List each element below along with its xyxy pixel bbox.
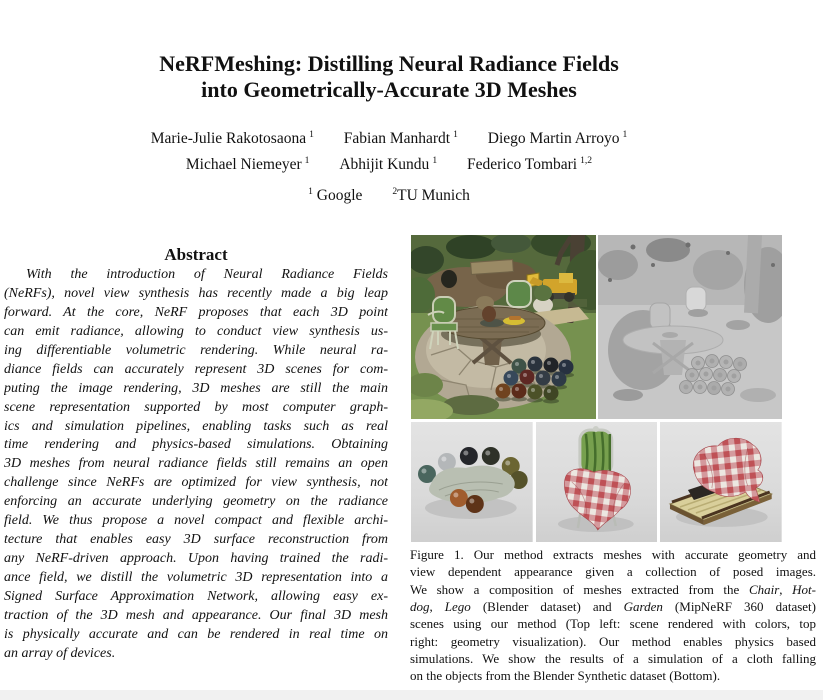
abstract-heading: Abstract — [164, 245, 228, 265]
abstract-line: puting the image rendering, 3D meshes are still the main — [4, 380, 388, 396]
figure-bottom-row — [411, 422, 782, 542]
author-name: Abhijit Kundu — [339, 156, 430, 174]
author — [339, 156, 437, 173]
author-list — [0, 124, 778, 176]
abstract-line: field. We thus propose a novel compact and flexible archi- — [4, 513, 388, 529]
caption-line: dog, Lego (Blender dataset) and Garden (MipNeRF 360 dataset) — [410, 599, 816, 615]
affil-sup: 2 — [392, 186, 398, 197]
abstract-line: time rendering and physics-based simulations. Obtaining — [4, 437, 388, 453]
affiliation-google — [308, 187, 362, 204]
paper-title-line-1: NeRFMeshing: Distilling Neural Radiance Fields — [159, 50, 619, 76]
abstract-line: scene representation supported by most computer graph- — [4, 399, 388, 415]
abstract-line: Signed Surface Approximation Network, allowing easy ex- — [4, 588, 388, 604]
window-bottom-strip — [0, 690, 823, 700]
author-affil-sup: 1 — [309, 129, 314, 140]
author — [151, 130, 314, 147]
author-name: Marie-Julie Rakotosaona — [150, 130, 307, 148]
abstract-line: ics and simulation pipelines, enabling tasks such as real — [4, 418, 388, 434]
paper-title-line-2: into Geometrically-Accurate 3D Meshes — [201, 76, 577, 102]
abstract-line: enforcing an accurate underlying geometry on the radiance — [4, 494, 388, 510]
abstract-line: tecture that enables easy 3D surface reconstruction from — [4, 532, 388, 548]
caption-line: on the objects from the Blender Synthetic dataset (Bottom). — [410, 668, 721, 684]
affiliations — [0, 186, 778, 205]
author — [467, 156, 592, 173]
hotdog-spheres-cloth-simulation-image — [411, 422, 533, 542]
abstract-line: (NeRFs), novel view synthesis has recently made a big leap — [4, 285, 388, 301]
abstract-line: any NeRF-driven approach. Upon having trained the radi- — [4, 551, 388, 567]
author-affil-sup: 1 — [622, 129, 628, 140]
lego-cloth-simulation-image — [660, 422, 782, 542]
chair-cloth-simulation-image — [536, 422, 658, 542]
author-affil-sup: 1 — [432, 155, 438, 167]
garden-geometry-render-image — [598, 235, 782, 419]
abstract-line: traction of the 3D mesh and appearance. Our final 3D mesh — [4, 607, 388, 623]
abstract-line: challenge since NeRFs are optimized for view synthesis, not — [4, 475, 388, 491]
author-name: Michael Niemeyer — [185, 156, 302, 174]
caption-line: We show a composition of meshes extracted from the Chair, Hot- — [410, 581, 816, 597]
abstract-text — [4, 266, 388, 664]
author-row-2 — [0, 150, 778, 176]
figure-caption — [410, 546, 816, 685]
author — [488, 130, 628, 147]
caption-line: view dependent appearance given a collection of posed images. — [410, 564, 816, 580]
abstract-line: ing differentiable volumetric rendering. While neural ra- — [4, 342, 388, 358]
author-row-1 — [0, 124, 778, 150]
abstract-line: diance fields can accurately represent 3D scenes for com- — [4, 361, 388, 377]
caption-line: right: geometry visualization). Our method enables physics based — [410, 633, 816, 649]
abstract-line: is physically accurate and can be rendered in real time on — [4, 626, 388, 642]
affil-sup: 1 — [308, 186, 313, 197]
caption-line: scenes using our method (Top left: scene rendered with colors, top — [410, 616, 816, 632]
author-affil-sup: 1,2 — [580, 155, 593, 167]
author-name: Federico Tombari — [466, 156, 578, 174]
garden-color-render-image — [411, 235, 596, 419]
affil-name: TU Munich — [397, 187, 470, 205]
caption-line: simulations. We show the results of a simulation of a cloth falling — [410, 651, 816, 667]
figure-top-row — [411, 235, 782, 419]
figure-1 — [411, 235, 782, 542]
affiliation-tu-munich — [392, 187, 470, 204]
abstract-line: ance field, we distill the volumetric 3D representation into a — [4, 570, 388, 585]
abstract-line: With the introduction of Neural Radiance Fields — [26, 267, 388, 282]
affil-name: Google — [312, 187, 363, 205]
author — [186, 156, 310, 173]
author-name: Diego Martin Arroyo — [487, 130, 620, 148]
paper-title — [0, 51, 778, 103]
abstract-line: forward. At the core, NeRF proposes that each 3D point — [4, 304, 388, 320]
author-affil-sup: 1 — [304, 155, 310, 167]
abstract-line: an array of devices. — [4, 645, 116, 661]
author — [344, 130, 458, 147]
author-affil-sup: 1 — [453, 129, 458, 140]
abstract-line: 3D meshes from neural radiance fields still remains an open — [4, 456, 388, 472]
caption-line: Figure 1. Our method extracts meshes with accurate geometry and — [410, 547, 816, 562]
abstract-line: can emit radiance, allowing to conduct view synthesis us- — [4, 323, 388, 339]
author-name: Fabian Manhardt — [343, 130, 451, 148]
